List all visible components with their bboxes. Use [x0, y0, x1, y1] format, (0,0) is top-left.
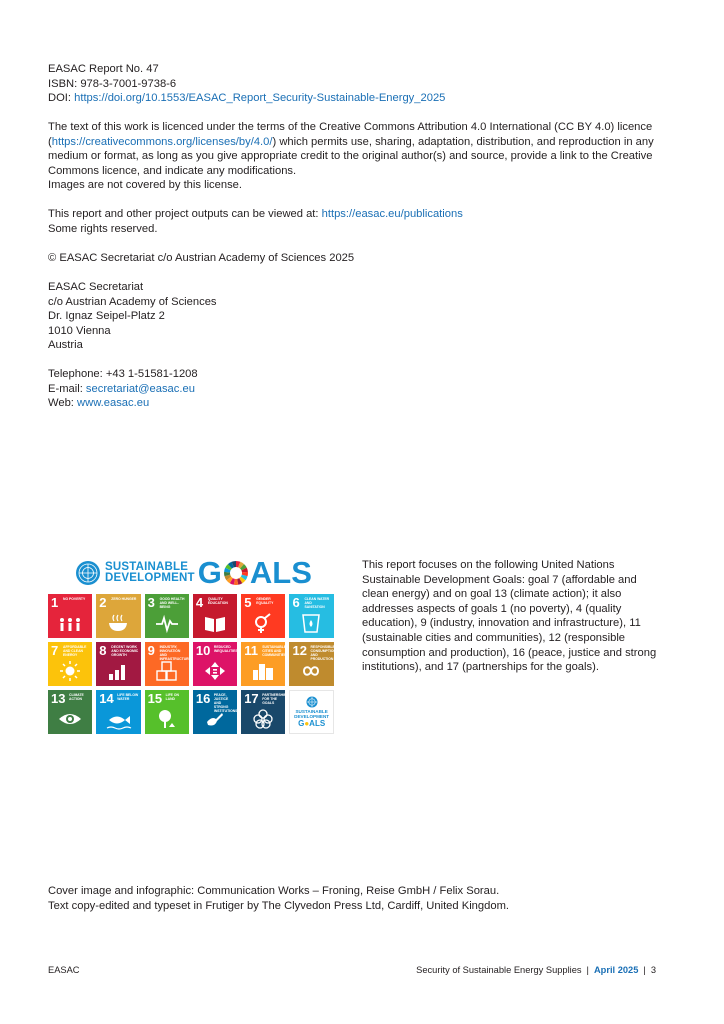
sdg-tile-number: 5	[244, 595, 252, 610]
sdg-tile-number: 7	[51, 643, 59, 658]
report-number: EASAC Report No. 47	[48, 63, 159, 75]
publications-link[interactable]: https://easac.eu/publications	[321, 208, 463, 220]
sdg-tile-label: CLEAN WATER AND SANITATION	[304, 597, 330, 609]
sdg-tile-number: 14	[99, 691, 114, 706]
contact-block	[48, 367, 668, 411]
sdg-tile-16	[193, 690, 237, 734]
sdg-tile-11	[241, 642, 285, 686]
web-label: Web:	[48, 397, 74, 410]
sdg-tile-label: LIFE ON LAND	[165, 693, 179, 701]
address-line: Austria	[48, 339, 83, 352]
sdg-tile-number: 9	[147, 643, 155, 658]
sdg-tile-number: 3	[147, 595, 155, 610]
view-line	[48, 207, 668, 222]
address-line: 1010 Vienna	[48, 324, 111, 337]
sdg-tile-number: 8	[99, 643, 107, 658]
sdg-tile-label: DECENT WORK AND ECONOMIC GROWTH	[111, 645, 139, 657]
sdg-tile-9	[145, 642, 189, 686]
bowl-icon	[105, 612, 131, 634]
licence-text-part2: ) which permits use, sharing, adaptation, distribution, and reproduction in any medium or format, as long as you give appropriate credit to the original author(s) and source, provide a link to the Creative Commons licence, and indicate any modifications.	[48, 135, 654, 177]
sdg-tile-label: PARTNERSHIPS FOR THE GOALS	[262, 693, 289, 705]
sdg-tile-8	[96, 642, 140, 686]
sdg-tile-4	[193, 594, 237, 638]
address-line: c/o Austrian Academy of Sciences	[48, 295, 217, 308]
sdg-tile-label: CLIMATE ACTION	[69, 693, 84, 701]
sdg-tile-grid	[48, 594, 334, 734]
sdg-tile-5	[241, 594, 285, 638]
un-emblem-icon	[75, 560, 101, 586]
sun-icon	[57, 660, 83, 682]
water-drop-icon	[298, 612, 324, 634]
sdg-logo-goals	[298, 719, 325, 728]
licence-paragraph	[48, 120, 668, 193]
doi-line	[48, 91, 668, 106]
people-icon	[57, 612, 83, 634]
doi-link[interactable]: https://doi.org/10.1553/EASAC_Report_Security-Sustainable-Energy_2025	[74, 92, 446, 105]
sdg-tile-number: 1	[51, 595, 59, 610]
sdg-tile-number: 10	[195, 643, 211, 658]
footer-right	[416, 964, 656, 976]
sdg-tile-15	[145, 690, 189, 734]
eye-globe-icon	[57, 708, 83, 730]
page-number: 3	[650, 965, 656, 975]
tree-icon	[154, 708, 180, 730]
telephone: Telephone: +43 1-51581-1208	[48, 368, 198, 380]
sdg-tile-label: LIFE BELOW WATER	[117, 693, 139, 701]
credits-block	[48, 884, 648, 913]
sdg-logo-goals-rest: ALS	[309, 719, 326, 728]
sdg-tile-13	[48, 690, 92, 734]
view-paragraph	[48, 207, 668, 236]
equality-arrows-icon	[202, 660, 228, 682]
sdg-logo-word: SUSTAINABLE	[295, 709, 328, 714]
address-block	[48, 280, 668, 353]
sdg-tile-number: 17	[244, 691, 259, 706]
rights-text: Some rights reserved.	[48, 222, 158, 235]
infinity-icon	[298, 660, 324, 682]
footer-title: Security of Sustainable Energy Supplies	[416, 965, 582, 975]
licence-text-part1: The text of this work is licenced under the terms of the Creative Commons Attribution 4.0 International (CC BY 4.0) licence (	[48, 121, 653, 148]
copyright-text: © EASAC Secretariat c/o Austrian Academy of Sciences 2025	[48, 252, 355, 264]
sdg-focus-text: This report focuses on the following United Nations Sustainable Development Goals: goal 7 (affordable and clean energy) and on goal 13 (climate action); it also addresses aspects of goals 1 (no poverty), 4 (quality education), 9 (industry, innovation and infrastructure), 11 (sustainable cities and communities), 12 (responsible consumption and production), 16 (peace, justice and strong institutions), and 17 (partnerships for the goals).	[362, 559, 657, 674]
sdg-graphic	[48, 556, 334, 734]
sdg-tile-2	[96, 594, 140, 638]
email-line	[48, 382, 668, 397]
cubes-icon	[154, 660, 180, 682]
flower-rings-icon	[250, 708, 276, 730]
sdg-tile-17	[241, 690, 289, 734]
credits-line: Text copy-edited and typeset in Frutiger by The Clyvedon Press Ltd, Cardiff, United Kingdom.	[48, 899, 509, 912]
web-link[interactable]: www.easac.eu	[77, 397, 150, 410]
dove-icon	[202, 708, 228, 730]
sdg-tile-3	[145, 594, 189, 638]
sdg-tile-number: 11	[244, 643, 258, 658]
sdg-logo-goals-g: G	[298, 719, 305, 728]
sdg-tile-label: GOOD HEALTH AND WELL-BEING	[159, 597, 185, 609]
report-meta	[48, 62, 668, 106]
email-label: E-mail:	[48, 382, 83, 395]
growth-chart-icon	[105, 660, 131, 682]
sdg-goals-g: G	[197, 555, 222, 590]
book-icon	[202, 612, 228, 634]
sdg-tile-label: PEACE, JUSTICE AND STRONG INSTITUTIONS	[213, 693, 238, 713]
city-icon	[250, 660, 276, 682]
fish-icon	[105, 708, 131, 730]
address-line: Dr. Ignaz Seipel-Platz 2	[48, 310, 165, 323]
licence-text	[48, 120, 668, 178]
sdg-tile-label: SUSTAINABLE CITIES AND COMMUNITIES	[262, 645, 287, 657]
isbn: ISBN: 978-3-7001-9738-6	[48, 77, 177, 90]
sdg-tile-14	[96, 690, 140, 734]
sdg-tile-label: REDUCED INEQUALITIES	[213, 645, 238, 653]
sdg-tile-number: 16	[195, 691, 211, 706]
un-emblem-icon	[306, 696, 318, 708]
sdg-tile-label: GENDER EQUALITY	[256, 597, 274, 605]
sdg-tile-label: INDUSTRY, INNOVATION AND INFRASTRUCTURE	[159, 645, 191, 661]
credits-line: Cover image and infographic: Communication Works – Froning, Reise GmbH / Felix Sorau.	[48, 885, 500, 897]
sdg-goals-word	[197, 555, 312, 590]
sdg-tile-number: 2	[99, 595, 107, 610]
footer-separator: |	[643, 965, 646, 975]
sdg-word-sustainable: SUSTAINABLE	[105, 561, 189, 573]
sdg-tile-number: 12	[292, 643, 307, 658]
address-line: EASAC Secretariat	[48, 281, 144, 293]
footer-left: EASAC	[48, 965, 80, 975]
sdg-logo-tile	[289, 690, 333, 734]
sdg-tile-label: QUALITY EDUCATION	[207, 597, 228, 605]
sdg-tile-label: AFFORDABLE AND CLEAN ENERGY	[63, 645, 87, 657]
view-text: This report and other project outputs can be viewed at:	[48, 208, 319, 220]
sdg-tile-6	[289, 594, 333, 638]
sdg-tile-12	[289, 642, 336, 686]
sdg-tile-7	[48, 642, 92, 686]
heartbeat-icon	[154, 612, 180, 634]
sdg-tile-number: 6	[292, 595, 300, 610]
sdg-tile-label: ZERO HUNGER	[111, 597, 137, 601]
sdg-tile-number: 4	[195, 595, 204, 610]
web-line	[48, 396, 668, 411]
licence-link[interactable]: https://creativecommons.org/licenses/by/4.0/	[51, 135, 273, 148]
sdg-goals-rest: ALS	[249, 555, 312, 590]
sdg-tile-10	[193, 642, 237, 686]
images-note: Images are not covered by this license.	[48, 179, 243, 192]
doi-label: DOI:	[48, 92, 71, 105]
sdg-tile-number: 13	[51, 691, 66, 706]
sdg-logo-wheel-icon: ●	[304, 719, 310, 728]
sdg-header	[48, 556, 334, 590]
sdg-word-development: DEVELOPMENT	[105, 572, 195, 584]
sdg-tile-label: NO POVERTY	[63, 597, 86, 601]
footer-date: April 2025	[593, 965, 639, 975]
sdg-tile-1	[48, 594, 92, 638]
sdg-wheel-icon	[223, 560, 249, 586]
sdg-logo-word: DEVELOPMENT	[294, 714, 330, 719]
sdg-tile-number: 15	[147, 691, 163, 706]
sdg-header-words	[105, 562, 195, 584]
gender-icon	[250, 612, 276, 634]
email-link[interactable]: secretariat@easac.eu	[85, 382, 195, 395]
sdg-tile-label: RESPONSIBLE CONSUMPTION AND PRODUCTION	[310, 645, 336, 661]
footer-separator: |	[586, 965, 589, 975]
